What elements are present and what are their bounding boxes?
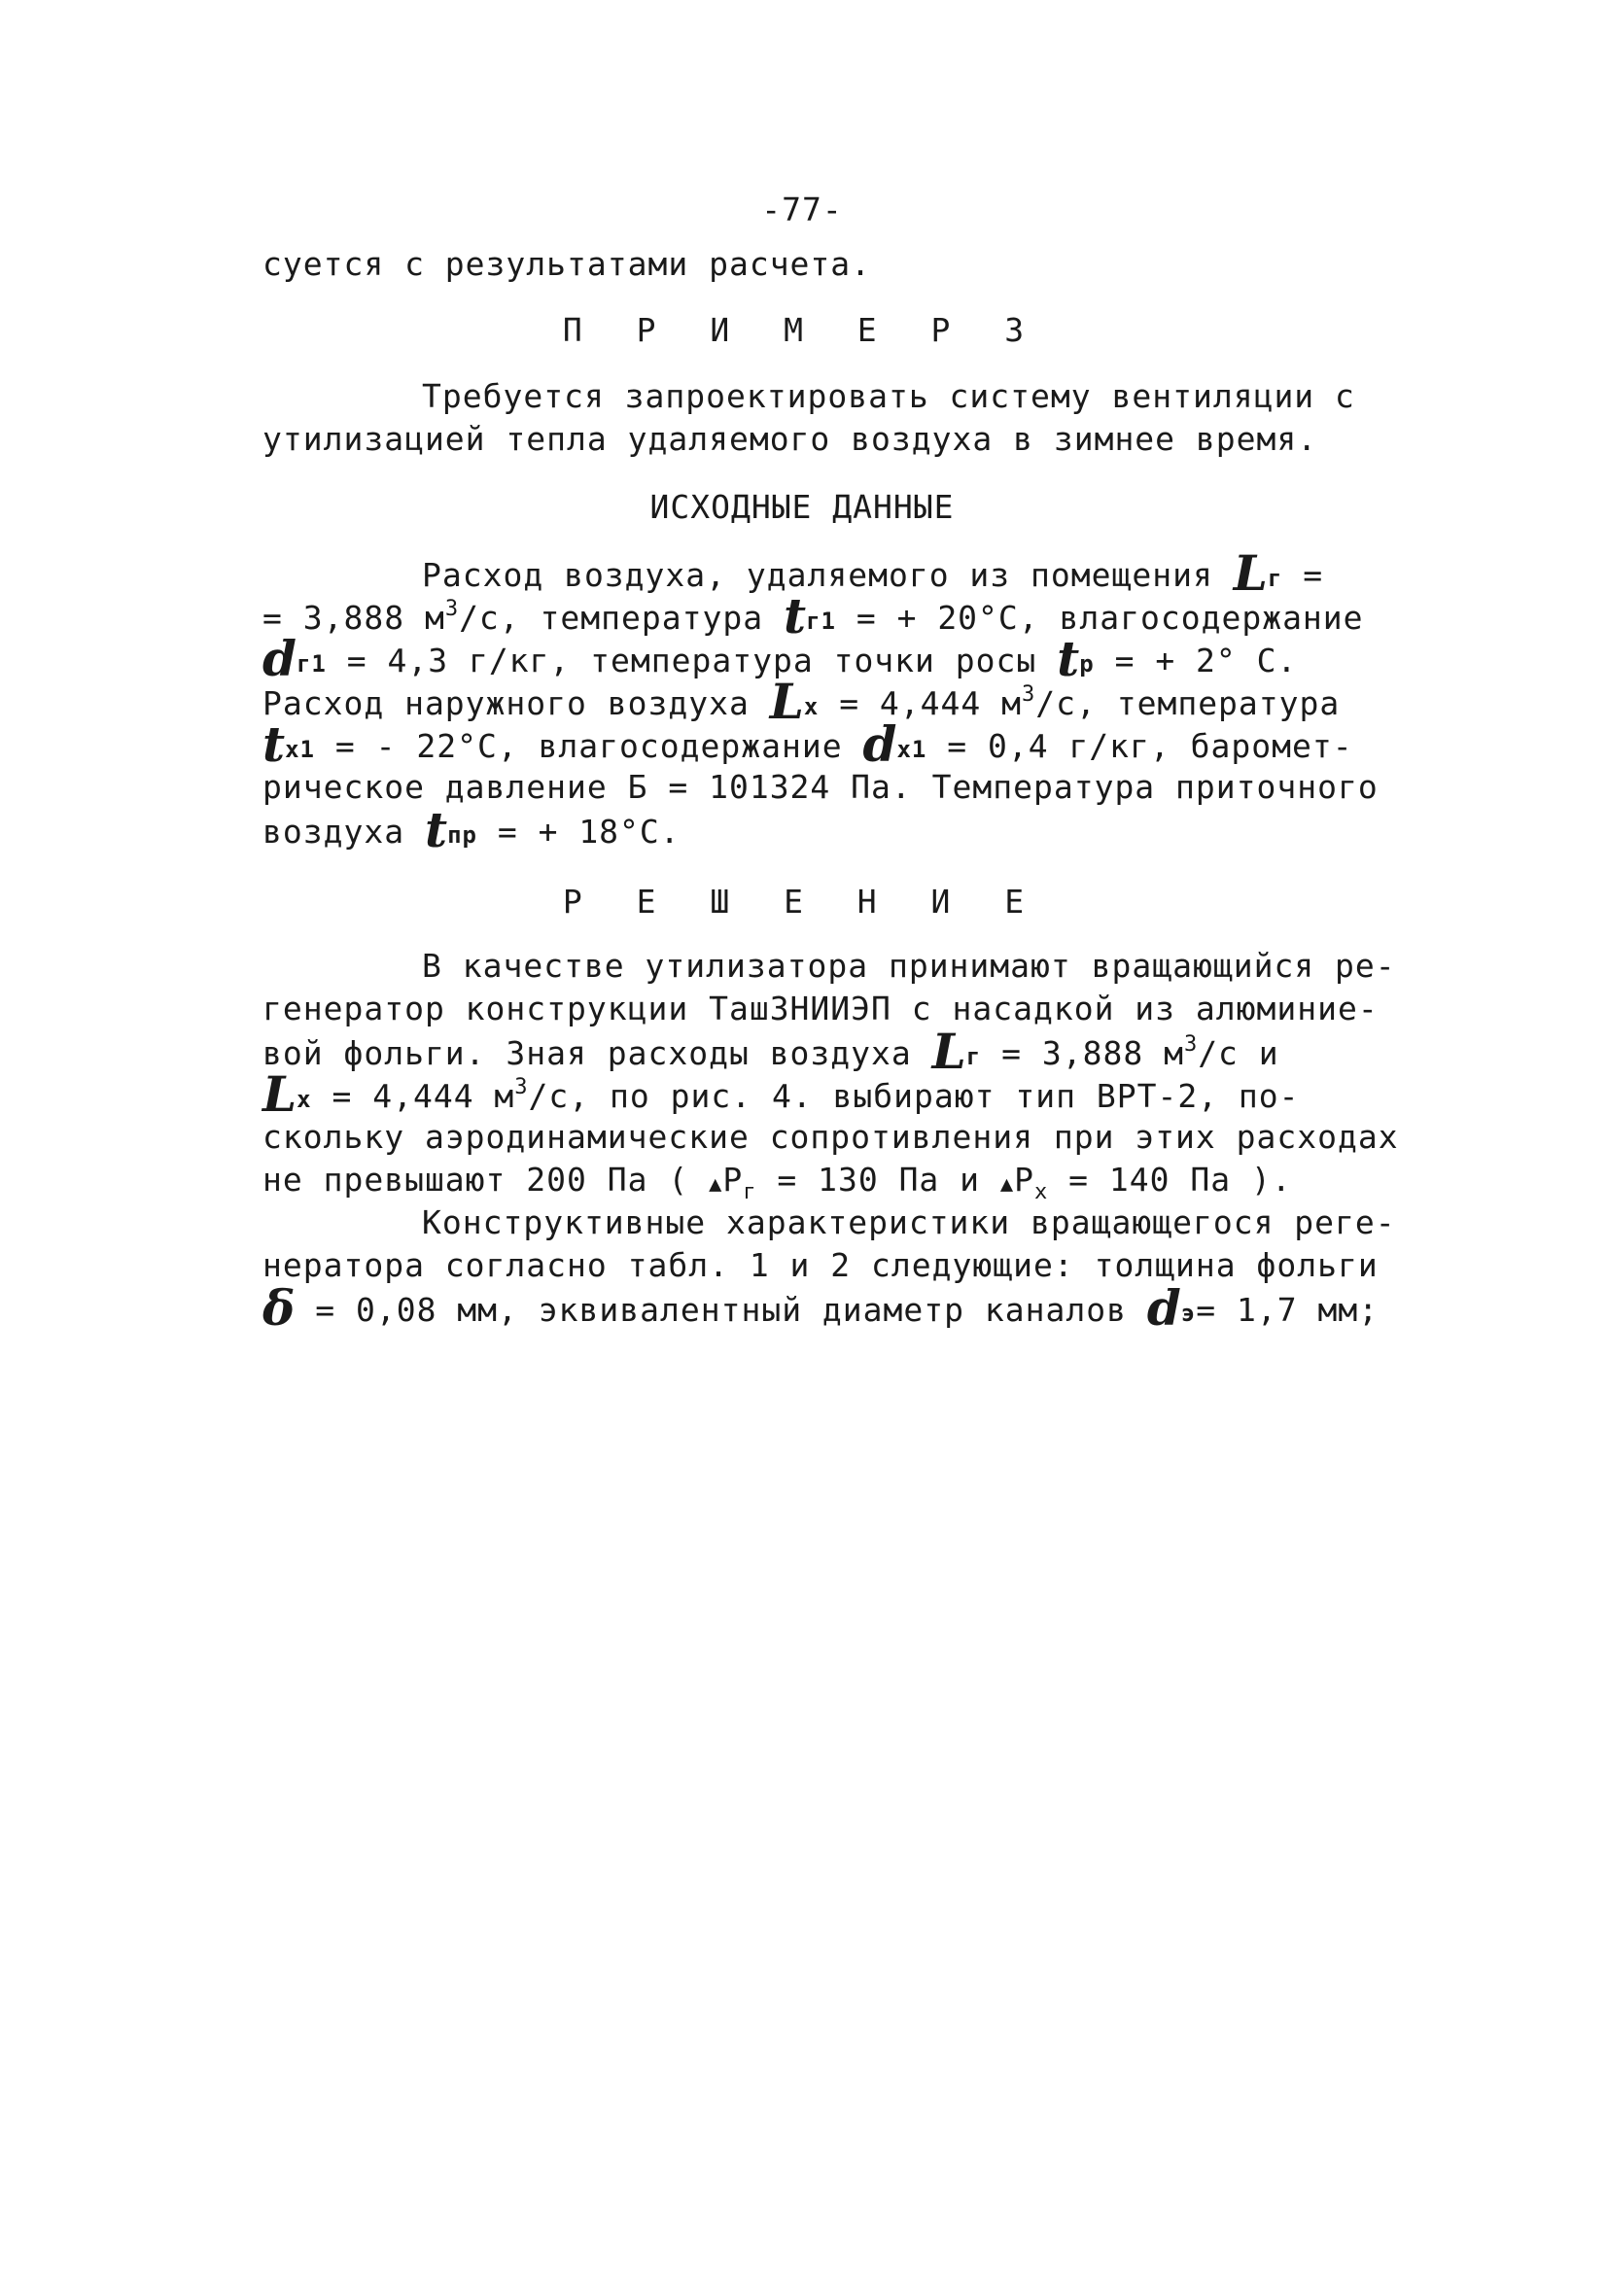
example-heading: П Р И М Е Р 3 (562, 311, 1042, 349)
text-line: dг1 = 4,3 г/кг, температура точки росы tр = + 2° С. (262, 630, 1298, 687)
delta-triangle-icon: ▲ (999, 1172, 1015, 1197)
symbol-d: d (1146, 1279, 1181, 1337)
page-number: -77- (761, 191, 843, 228)
text-line: Требуется запроектировать систему вентиляции с (422, 377, 1355, 415)
text-line: tх1 = - 22°С, влагосодержание dх1 = 0,4 г/кг, баромет- (262, 715, 1353, 773)
symbol-delta: δ (262, 1279, 296, 1337)
text-line: нератора согласно табл. 1 и 2 следующие: толщина фольги (262, 1246, 1379, 1284)
symbol-t: t (262, 715, 286, 773)
text-line: генератор конструкции ТашЗНИИЭП с насадкой из алюминие- (262, 990, 1379, 1027)
text-line: Lх = 4,444 $м^3/с$, по рис. 4. выбирают тип ВРТ-2, по- (262, 1065, 1300, 1123)
text-line: В качестве утилизатора принимают вращающийся ре- (422, 947, 1396, 985)
text-line: = 3,888 $м^3/с$, температура tг1 = + 20°С, влагосодержание (262, 587, 1364, 644)
solution-heading: Р Е Ш Е Н И Е (562, 883, 1042, 921)
text-line: суется с результатами расчета. (262, 245, 872, 283)
text-line: Конструктивные характеристики вращающегося реге- (422, 1203, 1396, 1241)
symbol-d: d (862, 715, 897, 773)
text-line: вой фольги. Зная расходы воздуха Lг = 3,888 $м^3/с$ и (262, 1023, 1279, 1080)
symbol-d: d (262, 630, 297, 687)
text-line: рическое давление Б = 101324 Па. Температура приточного (262, 768, 1379, 806)
symbol-L: L (769, 673, 804, 730)
text-line: δ = 0,08 мм, эквивалентный диаметр каналов dэ= 1,7 мм; (262, 1279, 1380, 1337)
delta-triangle-icon: ▲ (709, 1172, 723, 1197)
text-line: воздуха tпр = + 18°С. (262, 801, 681, 858)
symbol-t: t (783, 587, 807, 644)
input-data-heading: ИСХОДНЫЕ ДАННЫЕ (649, 488, 955, 526)
text-line: скольку аэродинамические сопротивления при этих расходах (262, 1118, 1399, 1156)
symbol-L: L (931, 1023, 966, 1080)
symbol-L: L (1233, 544, 1268, 602)
text-line: Расход наружного воздуха Lх = 4,444 $м^3/с$, температура (262, 673, 1341, 730)
text-line: не превышают 200 Па ( $▲P_г = 130$ Па и $▲P_х = 140$ Па ). (262, 1161, 1292, 1204)
text-line: Расход воздуха, удаляемого из помещения Lг = (422, 544, 1324, 602)
symbol-t: t (424, 801, 448, 858)
text-line: утилизацией тепла удаляемого воздуха в зимнее время. (262, 420, 1318, 458)
symbol-L: L (262, 1065, 297, 1123)
symbol-t: t (1057, 630, 1080, 687)
